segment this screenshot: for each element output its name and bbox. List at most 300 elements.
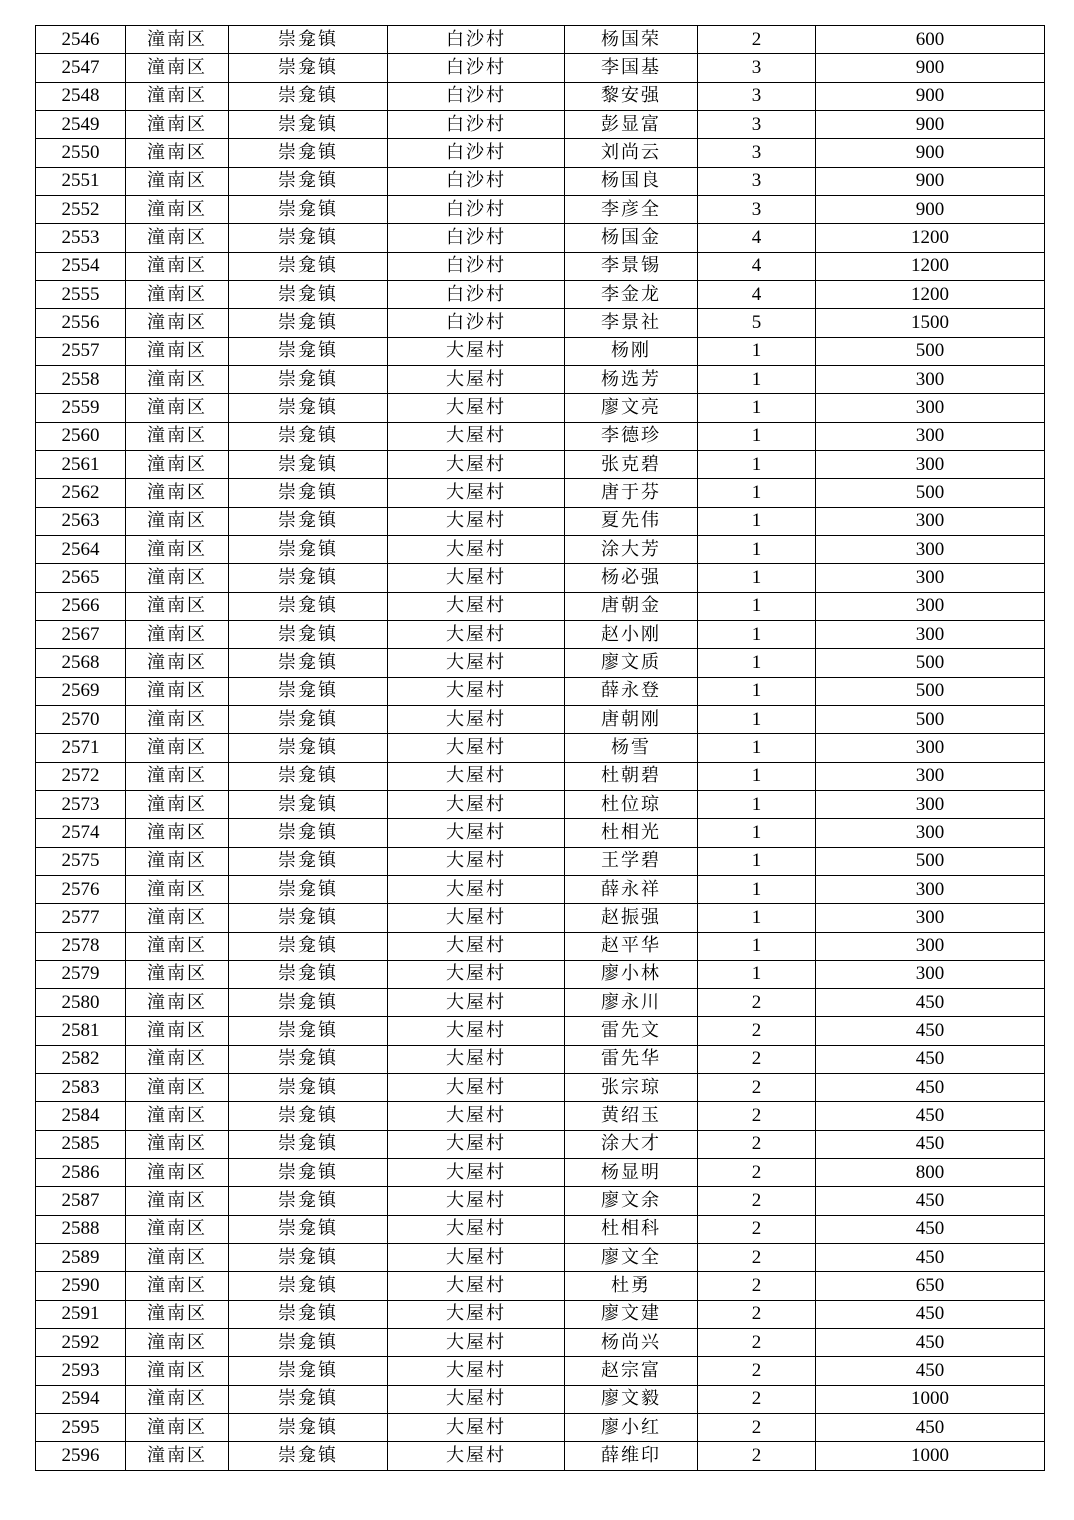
district-cell: 潼南区 <box>126 110 229 138</box>
household-count-cell: 3 <box>698 195 816 223</box>
town-cell: 崇龛镇 <box>229 1442 388 1470</box>
amount-cell: 800 <box>816 1159 1045 1187</box>
household-count-cell: 2 <box>698 1272 816 1300</box>
record-table-body <box>36 26 1045 1471</box>
amount-cell: 300 <box>816 450 1045 478</box>
town-cell: 崇龛镇 <box>229 54 388 82</box>
village-cell: 大屋村 <box>388 677 565 705</box>
village-cell: 大屋村 <box>388 507 565 535</box>
district-cell: 潼南区 <box>126 1300 229 1328</box>
row-number-cell: 2548 <box>36 82 126 110</box>
row-number-cell: 2555 <box>36 280 126 308</box>
household-count-cell: 1 <box>698 620 816 648</box>
household-count-cell: 1 <box>698 394 816 422</box>
town-cell: 崇龛镇 <box>229 535 388 563</box>
table-row <box>36 394 1045 422</box>
row-number-cell: 2554 <box>36 252 126 280</box>
person-name-cell: 李国基 <box>565 54 698 82</box>
town-cell: 崇龛镇 <box>229 1102 388 1130</box>
town-cell: 崇龛镇 <box>229 479 388 507</box>
row-number-cell: 2564 <box>36 535 126 563</box>
district-cell: 潼南区 <box>126 904 229 932</box>
row-number-cell: 2587 <box>36 1187 126 1215</box>
amount-cell: 500 <box>816 649 1045 677</box>
district-cell: 潼南区 <box>126 734 229 762</box>
amount-cell: 450 <box>816 1215 1045 1243</box>
village-cell: 大屋村 <box>388 819 565 847</box>
village-cell: 大屋村 <box>388 1130 565 1158</box>
household-count-cell: 4 <box>698 280 816 308</box>
table-row <box>36 1329 1045 1357</box>
town-cell: 崇龛镇 <box>229 1357 388 1385</box>
table-row <box>36 904 1045 932</box>
person-name-cell: 杨尚兴 <box>565 1329 698 1357</box>
person-name-cell: 薛维印 <box>565 1442 698 1470</box>
village-cell: 大屋村 <box>388 1215 565 1243</box>
table-row <box>36 1414 1045 1442</box>
row-number-cell: 2579 <box>36 960 126 988</box>
amount-cell: 1200 <box>816 224 1045 252</box>
person-name-cell: 杜位琼 <box>565 790 698 818</box>
household-count-cell: 1 <box>698 819 816 847</box>
row-number-cell: 2546 <box>36 26 126 54</box>
town-cell: 崇龛镇 <box>229 394 388 422</box>
village-cell: 大屋村 <box>388 620 565 648</box>
household-count-cell: 4 <box>698 252 816 280</box>
row-number-cell: 2547 <box>36 54 126 82</box>
village-cell: 大屋村 <box>388 479 565 507</box>
amount-cell: 900 <box>816 54 1045 82</box>
town-cell: 崇龛镇 <box>229 1329 388 1357</box>
town-cell: 崇龛镇 <box>229 705 388 733</box>
table-row <box>36 677 1045 705</box>
village-cell: 大屋村 <box>388 1385 565 1413</box>
town-cell: 崇龛镇 <box>229 677 388 705</box>
person-name-cell: 刘尚云 <box>565 139 698 167</box>
district-cell: 潼南区 <box>126 450 229 478</box>
amount-cell: 1200 <box>816 252 1045 280</box>
household-count-cell: 1 <box>698 762 816 790</box>
district-cell: 潼南区 <box>126 82 229 110</box>
person-name-cell: 雷先华 <box>565 1045 698 1073</box>
district-cell: 潼南区 <box>126 1017 229 1045</box>
household-count-cell: 3 <box>698 110 816 138</box>
table-row <box>36 195 1045 223</box>
person-name-cell: 雷先文 <box>565 1017 698 1045</box>
household-count-cell: 1 <box>698 592 816 620</box>
person-name-cell: 赵小刚 <box>565 620 698 648</box>
district-cell: 潼南区 <box>126 1442 229 1470</box>
person-name-cell: 李彦全 <box>565 195 698 223</box>
person-name-cell: 杜相光 <box>565 819 698 847</box>
person-name-cell: 廖小红 <box>565 1414 698 1442</box>
row-number-cell: 2550 <box>36 139 126 167</box>
person-name-cell: 李德珍 <box>565 422 698 450</box>
amount-cell: 500 <box>816 705 1045 733</box>
town-cell: 崇龛镇 <box>229 875 388 903</box>
row-number-cell: 2557 <box>36 337 126 365</box>
town-cell: 崇龛镇 <box>229 819 388 847</box>
amount-cell: 300 <box>816 875 1045 903</box>
table-row <box>36 280 1045 308</box>
row-number-cell: 2580 <box>36 989 126 1017</box>
village-cell: 白沙村 <box>388 195 565 223</box>
district-cell: 潼南区 <box>126 224 229 252</box>
amount-cell: 1000 <box>816 1442 1045 1470</box>
amount-cell: 300 <box>816 507 1045 535</box>
district-cell: 潼南区 <box>126 365 229 393</box>
table-row <box>36 1017 1045 1045</box>
district-cell: 潼南区 <box>126 1074 229 1102</box>
district-cell: 潼南区 <box>126 847 229 875</box>
village-cell: 大屋村 <box>388 564 565 592</box>
table-row <box>36 252 1045 280</box>
row-number-cell: 2573 <box>36 790 126 818</box>
district-cell: 潼南区 <box>126 1329 229 1357</box>
person-name-cell: 张克碧 <box>565 450 698 478</box>
amount-cell: 450 <box>816 1357 1045 1385</box>
town-cell: 崇龛镇 <box>229 564 388 592</box>
amount-cell: 650 <box>816 1272 1045 1300</box>
person-name-cell: 杨刚 <box>565 337 698 365</box>
household-count-cell: 2 <box>698 1130 816 1158</box>
person-name-cell: 黎安强 <box>565 82 698 110</box>
town-cell: 崇龛镇 <box>229 620 388 648</box>
table-row <box>36 1385 1045 1413</box>
table-row <box>36 1045 1045 1073</box>
town-cell: 崇龛镇 <box>229 224 388 252</box>
household-count-cell: 1 <box>698 422 816 450</box>
town-cell: 崇龛镇 <box>229 195 388 223</box>
town-cell: 崇龛镇 <box>229 1385 388 1413</box>
village-cell: 大屋村 <box>388 734 565 762</box>
person-name-cell: 廖文建 <box>565 1300 698 1328</box>
row-number-cell: 2582 <box>36 1045 126 1073</box>
table-row <box>36 734 1045 762</box>
district-cell: 潼南区 <box>126 1102 229 1130</box>
amount-cell: 300 <box>816 564 1045 592</box>
person-name-cell: 杨选芳 <box>565 365 698 393</box>
amount-cell: 1000 <box>816 1385 1045 1413</box>
household-count-cell: 1 <box>698 904 816 932</box>
row-number-cell: 2568 <box>36 649 126 677</box>
household-count-cell: 2 <box>698 989 816 1017</box>
amount-cell: 500 <box>816 479 1045 507</box>
district-cell: 潼南区 <box>126 705 229 733</box>
village-cell: 大屋村 <box>388 1442 565 1470</box>
row-number-cell: 2584 <box>36 1102 126 1130</box>
row-number-cell: 2590 <box>36 1272 126 1300</box>
village-cell: 大屋村 <box>388 932 565 960</box>
person-name-cell: 李景社 <box>565 309 698 337</box>
district-cell: 潼南区 <box>126 309 229 337</box>
row-number-cell: 2552 <box>36 195 126 223</box>
village-cell: 大屋村 <box>388 1300 565 1328</box>
household-count-cell: 2 <box>698 1045 816 1073</box>
amount-cell: 300 <box>816 535 1045 563</box>
district-cell: 潼南区 <box>126 1159 229 1187</box>
town-cell: 崇龛镇 <box>229 960 388 988</box>
district-cell: 潼南区 <box>126 280 229 308</box>
record-table <box>35 25 1045 1471</box>
village-cell: 大屋村 <box>388 1045 565 1073</box>
table-row <box>36 989 1045 1017</box>
amount-cell: 450 <box>816 1414 1045 1442</box>
village-cell: 白沙村 <box>388 252 565 280</box>
person-name-cell: 赵宗富 <box>565 1357 698 1385</box>
village-cell: 大屋村 <box>388 1102 565 1130</box>
town-cell: 崇龛镇 <box>229 1045 388 1073</box>
table-row <box>36 1130 1045 1158</box>
district-cell: 潼南区 <box>126 932 229 960</box>
village-cell: 白沙村 <box>388 110 565 138</box>
town-cell: 崇龛镇 <box>229 1017 388 1045</box>
table-row <box>36 819 1045 847</box>
amount-cell: 300 <box>816 734 1045 762</box>
town-cell: 崇龛镇 <box>229 592 388 620</box>
amount-cell: 450 <box>816 1017 1045 1045</box>
household-count-cell: 3 <box>698 82 816 110</box>
town-cell: 崇龛镇 <box>229 1244 388 1272</box>
table-row <box>36 167 1045 195</box>
amount-cell: 900 <box>816 110 1045 138</box>
person-name-cell: 涂大芳 <box>565 535 698 563</box>
table-row <box>36 592 1045 620</box>
row-number-cell: 2591 <box>36 1300 126 1328</box>
town-cell: 崇龛镇 <box>229 26 388 54</box>
village-cell: 大屋村 <box>388 1159 565 1187</box>
amount-cell: 450 <box>816 989 1045 1017</box>
district-cell: 潼南区 <box>126 1130 229 1158</box>
village-cell: 大屋村 <box>388 422 565 450</box>
table-row <box>36 932 1045 960</box>
person-name-cell: 彭显富 <box>565 110 698 138</box>
village-cell: 大屋村 <box>388 1329 565 1357</box>
district-cell: 潼南区 <box>126 1272 229 1300</box>
table-row <box>36 564 1045 592</box>
town-cell: 崇龛镇 <box>229 1187 388 1215</box>
household-count-cell: 1 <box>698 564 816 592</box>
table-row <box>36 1074 1045 1102</box>
district-cell: 潼南区 <box>126 620 229 648</box>
row-number-cell: 2593 <box>36 1357 126 1385</box>
amount-cell: 900 <box>816 139 1045 167</box>
district-cell: 潼南区 <box>126 535 229 563</box>
person-name-cell: 廖文毅 <box>565 1385 698 1413</box>
person-name-cell: 廖文全 <box>565 1244 698 1272</box>
district-cell: 潼南区 <box>126 1414 229 1442</box>
row-number-cell: 2567 <box>36 620 126 648</box>
row-number-cell: 2596 <box>36 1442 126 1470</box>
table-row <box>36 960 1045 988</box>
village-cell: 白沙村 <box>388 82 565 110</box>
amount-cell: 300 <box>816 620 1045 648</box>
row-number-cell: 2586 <box>36 1159 126 1187</box>
village-cell: 大屋村 <box>388 1017 565 1045</box>
village-cell: 大屋村 <box>388 1074 565 1102</box>
person-name-cell: 涂大才 <box>565 1130 698 1158</box>
village-cell: 大屋村 <box>388 1357 565 1385</box>
amount-cell: 900 <box>816 167 1045 195</box>
amount-cell: 450 <box>816 1244 1045 1272</box>
amount-cell: 500 <box>816 677 1045 705</box>
town-cell: 崇龛镇 <box>229 649 388 677</box>
household-count-cell: 2 <box>698 1329 816 1357</box>
table-row <box>36 54 1045 82</box>
amount-cell: 900 <box>816 195 1045 223</box>
amount-cell: 600 <box>816 26 1045 54</box>
row-number-cell: 2560 <box>36 422 126 450</box>
row-number-cell: 2588 <box>36 1215 126 1243</box>
village-cell: 白沙村 <box>388 54 565 82</box>
district-cell: 潼南区 <box>126 1357 229 1385</box>
village-cell: 大屋村 <box>388 535 565 563</box>
village-cell: 大屋村 <box>388 1187 565 1215</box>
row-number-cell: 2589 <box>36 1244 126 1272</box>
village-cell: 白沙村 <box>388 280 565 308</box>
district-cell: 潼南区 <box>126 337 229 365</box>
district-cell: 潼南区 <box>126 1045 229 1073</box>
table-row <box>36 337 1045 365</box>
village-cell: 大屋村 <box>388 847 565 875</box>
household-count-cell: 2 <box>698 26 816 54</box>
district-cell: 潼南区 <box>126 875 229 903</box>
household-count-cell: 1 <box>698 479 816 507</box>
village-cell: 大屋村 <box>388 1414 565 1442</box>
town-cell: 崇龛镇 <box>229 762 388 790</box>
household-count-cell: 2 <box>698 1159 816 1187</box>
town-cell: 崇龛镇 <box>229 167 388 195</box>
district-cell: 潼南区 <box>126 54 229 82</box>
amount-cell: 450 <box>816 1300 1045 1328</box>
household-count-cell: 1 <box>698 450 816 478</box>
person-name-cell: 唐于芬 <box>565 479 698 507</box>
person-name-cell: 赵振强 <box>565 904 698 932</box>
row-number-cell: 2558 <box>36 365 126 393</box>
table-row <box>36 1442 1045 1470</box>
person-name-cell: 廖文质 <box>565 649 698 677</box>
village-cell: 大屋村 <box>388 649 565 677</box>
town-cell: 崇龛镇 <box>229 1272 388 1300</box>
town-cell: 崇龛镇 <box>229 337 388 365</box>
village-cell: 大屋村 <box>388 705 565 733</box>
household-count-cell: 2 <box>698 1215 816 1243</box>
village-cell: 白沙村 <box>388 224 565 252</box>
village-cell: 白沙村 <box>388 139 565 167</box>
town-cell: 崇龛镇 <box>229 422 388 450</box>
table-row <box>36 224 1045 252</box>
row-number-cell: 2595 <box>36 1414 126 1442</box>
town-cell: 崇龛镇 <box>229 82 388 110</box>
amount-cell: 450 <box>816 1102 1045 1130</box>
table-row <box>36 82 1045 110</box>
household-count-cell: 1 <box>698 705 816 733</box>
row-number-cell: 2553 <box>36 224 126 252</box>
amount-cell: 450 <box>816 1130 1045 1158</box>
household-count-cell: 1 <box>698 960 816 988</box>
row-number-cell: 2592 <box>36 1329 126 1357</box>
household-count-cell: 1 <box>698 875 816 903</box>
person-name-cell: 廖小林 <box>565 960 698 988</box>
district-cell: 潼南区 <box>126 989 229 1017</box>
person-name-cell: 赵平华 <box>565 932 698 960</box>
district-cell: 潼南区 <box>126 762 229 790</box>
district-cell: 潼南区 <box>126 26 229 54</box>
amount-cell: 300 <box>816 365 1045 393</box>
village-cell: 大屋村 <box>388 904 565 932</box>
household-count-cell: 1 <box>698 365 816 393</box>
district-cell: 潼南区 <box>126 1385 229 1413</box>
person-name-cell: 夏先伟 <box>565 507 698 535</box>
table-row <box>36 535 1045 563</box>
village-cell: 大屋村 <box>388 790 565 818</box>
town-cell: 崇龛镇 <box>229 932 388 960</box>
table-row <box>36 649 1045 677</box>
amount-cell: 300 <box>816 960 1045 988</box>
district-cell: 潼南区 <box>126 564 229 592</box>
village-cell: 白沙村 <box>388 309 565 337</box>
row-number-cell: 2575 <box>36 847 126 875</box>
district-cell: 潼南区 <box>126 1215 229 1243</box>
village-cell: 白沙村 <box>388 26 565 54</box>
person-name-cell: 廖文亮 <box>565 394 698 422</box>
household-count-cell: 1 <box>698 535 816 563</box>
person-name-cell: 杨国金 <box>565 224 698 252</box>
district-cell: 潼南区 <box>126 139 229 167</box>
district-cell: 潼南区 <box>126 677 229 705</box>
table-row <box>36 705 1045 733</box>
amount-cell: 450 <box>816 1329 1045 1357</box>
row-number-cell: 2556 <box>36 309 126 337</box>
district-cell: 潼南区 <box>126 167 229 195</box>
household-count-cell: 1 <box>698 790 816 818</box>
table-row <box>36 422 1045 450</box>
person-name-cell: 薛永登 <box>565 677 698 705</box>
table-row <box>36 790 1045 818</box>
town-cell: 崇龛镇 <box>229 1130 388 1158</box>
household-count-cell: 2 <box>698 1244 816 1272</box>
row-number-cell: 2563 <box>36 507 126 535</box>
village-cell: 大屋村 <box>388 592 565 620</box>
table-row <box>36 1272 1045 1300</box>
household-count-cell: 1 <box>698 507 816 535</box>
row-number-cell: 2561 <box>36 450 126 478</box>
amount-cell: 300 <box>816 819 1045 847</box>
table-row <box>36 1357 1045 1385</box>
amount-cell: 300 <box>816 790 1045 818</box>
town-cell: 崇龛镇 <box>229 1074 388 1102</box>
amount-cell: 300 <box>816 904 1045 932</box>
table-row <box>36 450 1045 478</box>
town-cell: 崇龛镇 <box>229 110 388 138</box>
table-row <box>36 507 1045 535</box>
person-name-cell: 张宗琼 <box>565 1074 698 1102</box>
amount-cell: 300 <box>816 592 1045 620</box>
amount-cell: 300 <box>816 762 1045 790</box>
district-cell: 潼南区 <box>126 960 229 988</box>
village-cell: 白沙村 <box>388 167 565 195</box>
amount-cell: 1200 <box>816 280 1045 308</box>
village-cell: 大屋村 <box>388 989 565 1017</box>
person-name-cell: 杨雪 <box>565 734 698 762</box>
table-row <box>36 1300 1045 1328</box>
table-row <box>36 365 1045 393</box>
row-number-cell: 2565 <box>36 564 126 592</box>
table-row <box>36 26 1045 54</box>
table-row <box>36 110 1045 138</box>
amount-cell: 1500 <box>816 309 1045 337</box>
amount-cell: 300 <box>816 394 1045 422</box>
